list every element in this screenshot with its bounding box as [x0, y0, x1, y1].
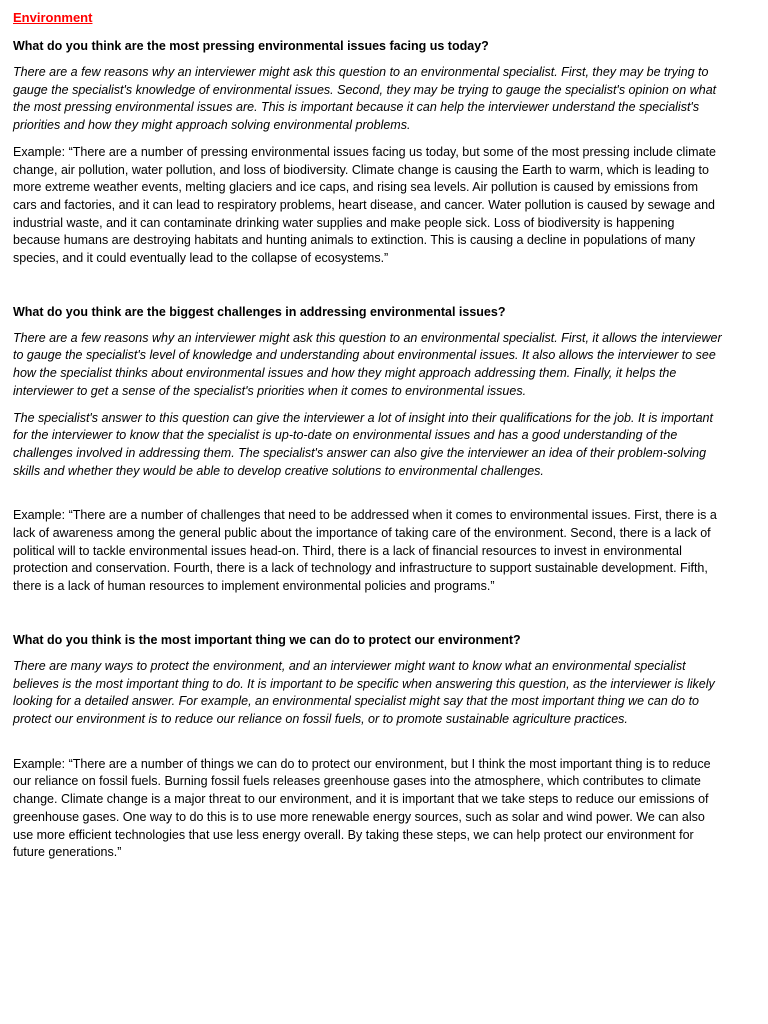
spacer [13, 489, 725, 507]
question-3-example-answer: Example: “There are a number of things we can do to protect our environment, but I think the most important thing is to reduce our reliance on fossil fuels. Burning fossil fuels releases greenhouse gases into the atmosphere, which contributes to climate change. Climate change is a major threat to our environment, and it is important that we take steps to reduce our emissions of greenhouse gases. One way to do this is to use more renewable energy sources, such as solar and wind power. We can also use more efficient technologies that use less energy overall. By taking these steps, we can help protect our environment for future generations.” [13, 756, 711, 860]
spacer [13, 738, 725, 756]
question-2: What do you think are the biggest challenges in addressing environmental issues? [13, 304, 506, 319]
question-1: What do you think are the most pressing environmental issues facing us today? [13, 39, 489, 53]
document-body [13, 9, 725, 871]
question-2-explanation-1: There are a few reasons why an interviewer might ask this question to an environmental specialist. First, it allows the interviewer to gauge the specialist's level of knowledge and understanding about environmental issues. It also allows the interviewer to see how the specialist thinks about environmental issues and how they might approach addressing them. Finally, it helps the interviewer to get a sense of the specialist's priorities when it comes to environmental issues. [13, 330, 722, 398]
question-3: What do you think is the most important thing we can do to protect our environment? [13, 632, 521, 647]
question-2-example-answer: Example: “There are a number of challenges that need to be addressed when it comes to environmental issues. First, there is a lack of awareness among the general public about the importance of taking care of the environment. Second, there is a lack of political will to tackle environmental issues head-on. Third, there is a lack of financial resources to invest in environmental protection and conservation. Fourth, there is a lack of technology and infrastructure to support sustainable development. Fifth, there is a lack of human resources to implement environmental policies and programs.” [13, 508, 717, 594]
spacer [13, 605, 725, 631]
question-1-explanation: There are a few reasons why an interviewer might ask this question to an environmental specialist. First, they may be trying to gauge the specialist's knowledge of environmental issues. Second, they may be trying to gauge the specialist's opinion on what the most pressing environmental issues are. This is important because it can help the interviewer understand the specialist's priorities and how they might approach solving environmental problems. [13, 65, 717, 133]
spacer [13, 277, 725, 303]
question-2-explanation-2: The specialist's answer to this question can give the interviewer a lot of insight into their qualifications for the job. It is important for the interviewer to know that the specialist is up-to-date on environmental issues and has a good understanding of the challenges involved in addressing them. The specialist's answer can also give the interviewer an idea of their problem-solving skills and whether they would be able to develop creative solutions to environmental challenges. [13, 410, 713, 478]
section-title: Environment [13, 10, 93, 25]
question-3-explanation: There are many ways to protect the environment, and an interviewer might want to know what an environmental specialist believes is the most important thing to do. It is important to be specific when answering this question, as the interviewer is likely looking for a detailed answer. For example, an environmental specialist might say that the most important thing we can do to protect our environment is to reduce our reliance on fossil fuels, or to promote sustainable agriculture practices. [13, 658, 715, 726]
question-1-example-answer: Example: “There are a number of pressing environmental issues facing us today, but some of the most pressing include climate change, air pollution, water pollution, and loss of biodiversity. Climate change is causing the Earth to warm, which is leading to more extreme weather events, melting glaciers and ice caps, and rising sea levels. Air pollution is caused by emissions from cars and factories, and it can lead to respiratory problems, heart disease, and cancer. Water pollution is caused by sewage and industrial waste, and it can contaminate drinking water supplies and make people sick. Loss of biodiversity is happening because humans are destroying habitats and hunting animals to extinction. This is causing a decline in populations of many species, and it could eventually lead to the collapse of ecosystems.” [13, 144, 716, 266]
